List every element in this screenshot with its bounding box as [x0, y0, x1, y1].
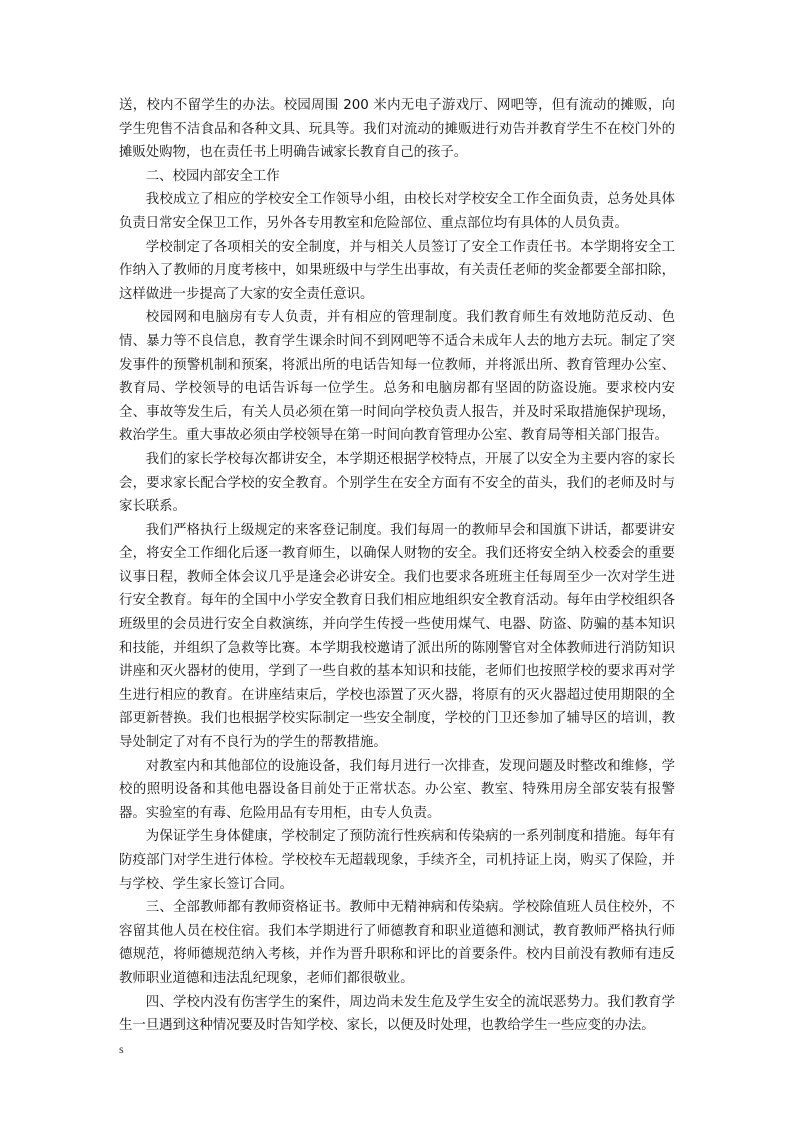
- paragraph-5: 校园网和电脑房有专人负责，并有相应的管理制度。我们教育师生有效地防范反动、色情、暴力等不良信息，教育学生课余时间不到网吧等不适合未成年人去的地方去玩。制定了突发事件的预警机制和预案，将派出所的电话告知每一位教师，并将派出所、教育管理办公室、教育局、学校领导的电话告诉每一位学生。总务和电脑房都有坚固的防盗设施。要求校内安全、事故等发生后，有关人员必须在第一时间向学校负责人报告，并及时采取措施保护现场，救治学生。重大事故必须由学校领导在第一时间向教育管理办公室、教育局等相关部门报告。: [119, 310, 675, 444]
- paragraph-9: 为保证学生身体健康，学校制定了预防流行性疾病和传染病的一系列制度和措施。每年有防疫部门对学生进行体检。学校校车无超载现象，手续齐全，司机持证上岗，购买了保险，并与学校、学生家长签订合同。: [119, 829, 675, 892]
- paragraph-10: 三、全部教师都有教师资格证书。教师中无精神病和传染病。学校除值班人员住校外，不容留其他人员在校住宿。我们本学期进行了师德教育和职业道德和测试，教育教师严格执行师德规范，将师德规范纳入考核，并作为晋升职称和评比的首要条件。校内目前没有教师有违反教师职业道德和违法乱纪现象，老师们都很敬业。: [119, 900, 675, 986]
- footer-mark: s: [119, 1041, 124, 1056]
- paragraph-8: 对教室内和其他部位的设施设备，我们每月进行一次排查，发现问题及时整改和维修，学校的照明设备和其他电器设备目前处于正常状态。办公室、教室、特殊用房全部安装有报警器。实验室的有毒、危险用品有专用柜，由专人负责。: [119, 758, 675, 821]
- paragraph-3: 我校成立了相应的学校安全工作领导小组，由校长对学校安全工作全面负责，总务处具体负责日常安全保卫工作，另外各专用教室和危险部位、重点部位均有具体的人员负责。: [119, 192, 675, 231]
- document-page: [119, 94, 675, 1060]
- paragraph-1: 送，校内不留学生的办法。校园周围 200 米内无电子游戏厅、网吧等，但有流动的摊贩，向学生兜售不洁食品和各种文具、玩具等。我们对流动的摊贩进行劝告并教育学生不在校门外的摊贩处购物，也在责任书上明确告诫家长教育自己的孩子。: [119, 98, 675, 161]
- paragraph-6: 我们的家长学校每次都讲安全，本学期还根据学校特点，开展了以安全为主要内容的家长会，要求家长配合学校的安全教育。个别学生在安全方面有不安全的苗头，我们的老师及时与家长联系。: [119, 451, 675, 515]
- section-heading-campus-internal-safety: 二、校园内部安全工作: [145, 168, 280, 184]
- paragraph-11: 四、学校内没有伤害学生的案件，周边尚未发生危及学生安全的流氓恶势力。我们教育学生一旦遇到这种情况要及时告知学校、家长，以便及时处理，也教给学生一些应变的办法。: [119, 994, 675, 1034]
- paragraph-4: 学校制定了各项相关的安全制度，并与相关人员签订了安全工作责任书。本学期将安全工作纳入了教师的月度考核中，如果班级中与学生出事故，有关责任老师的奖金都要全部扣除，这样做进一步提高了大家的安全责任意识。: [119, 239, 675, 302]
- paragraph-7: 我们严格执行上级规定的来客登记制度。我们每周一的教师早会和国旗下讲话，都要讲安全，将安全工作细化后逐一教育师生，以确保人财物的安全。我们还将安全纳入校委会的重要议事日程，教师全体会议几乎是逢会必讲安全。我们也要求各班班主任每周至少一次对学生进行安全教育。每年的全国中小学安全教育日我们相应地组织安全教育活动。每年由学校组织各班级里的会员进行安全自救演练，并向学生传授一些使用煤气、电器、防盗、防骗的基本知识和技能，并组织了急救等比赛。本学期我校邀请了派出所的陈刚警官对全体教师进行消防知识讲座和灭火器材的使用，学到了一些自救的基本知识和技能，老师们也按照学校的要求再对学生进行相应的教育。在讲座结束后，学校也添置了灭火器，将原有的灭火器超过使用期限的全部更新替换。我们也根据学校实际制定一些安全制度，学校的门卫还参加了辅导区的培训，教导处制定了对有不良行为的学生的帮教措施。: [119, 522, 675, 751]
